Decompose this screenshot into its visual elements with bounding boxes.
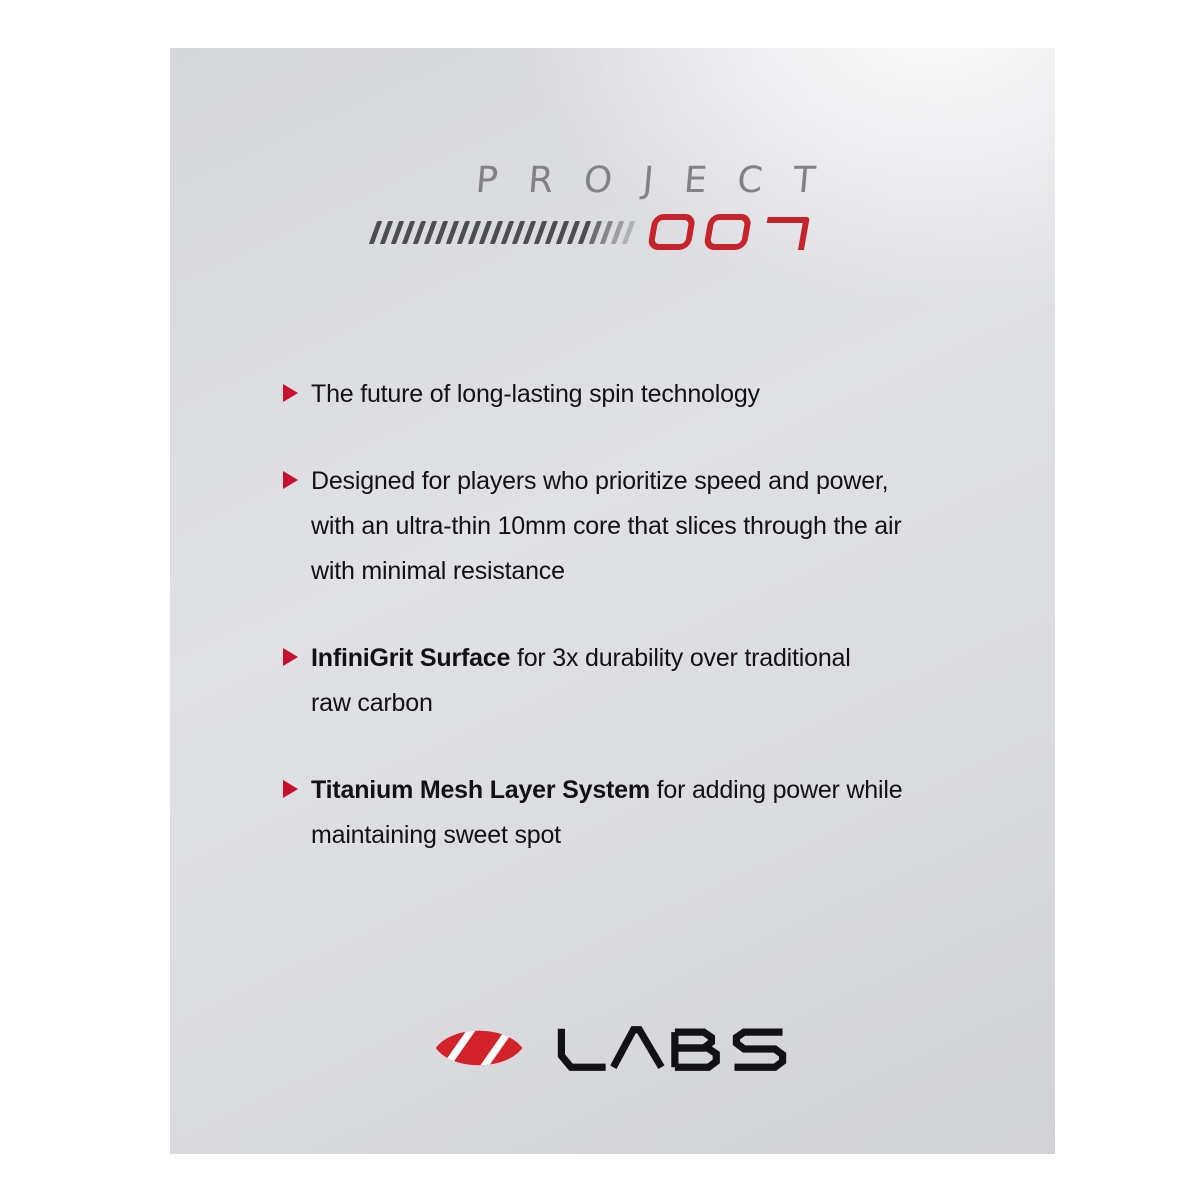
feature-text: Titanium Mesh Layer System for adding power while maintaining sweet spot [311, 776, 903, 849]
bullet-triangle-icon [283, 471, 298, 489]
logo-hatch-row [373, 210, 821, 254]
feature-item [283, 636, 1015, 726]
bullet-triangle-icon [283, 648, 298, 666]
labs-logo [170, 1020, 1055, 1076]
project-007-logo [170, 160, 1055, 254]
backdrop-panel [170, 48, 1055, 1154]
bullet-triangle-icon [283, 384, 298, 402]
feature-text: InfiniGrit Surface for 3x durability over traditional raw carbon [311, 644, 851, 717]
feature-item [283, 768, 1015, 858]
feature-list [283, 372, 1015, 900]
selkirk-s-icon [433, 1020, 525, 1076]
feature-item [283, 459, 1015, 594]
feature-text: The future of long-lasting spin technology [311, 380, 760, 408]
hatch-marks-icon [373, 221, 631, 244]
bullet-triangle-icon [283, 780, 298, 798]
feature-text: Designed for players who prioritize speed and power, with an ultra-thin 10mm core that slices through the air with minimal resistance [311, 467, 902, 585]
feature-item [283, 372, 1015, 417]
model-007-icon [645, 210, 821, 254]
labs-wordmark-icon [551, 1023, 793, 1073]
project-wordmark: PROJECT [473, 160, 848, 201]
